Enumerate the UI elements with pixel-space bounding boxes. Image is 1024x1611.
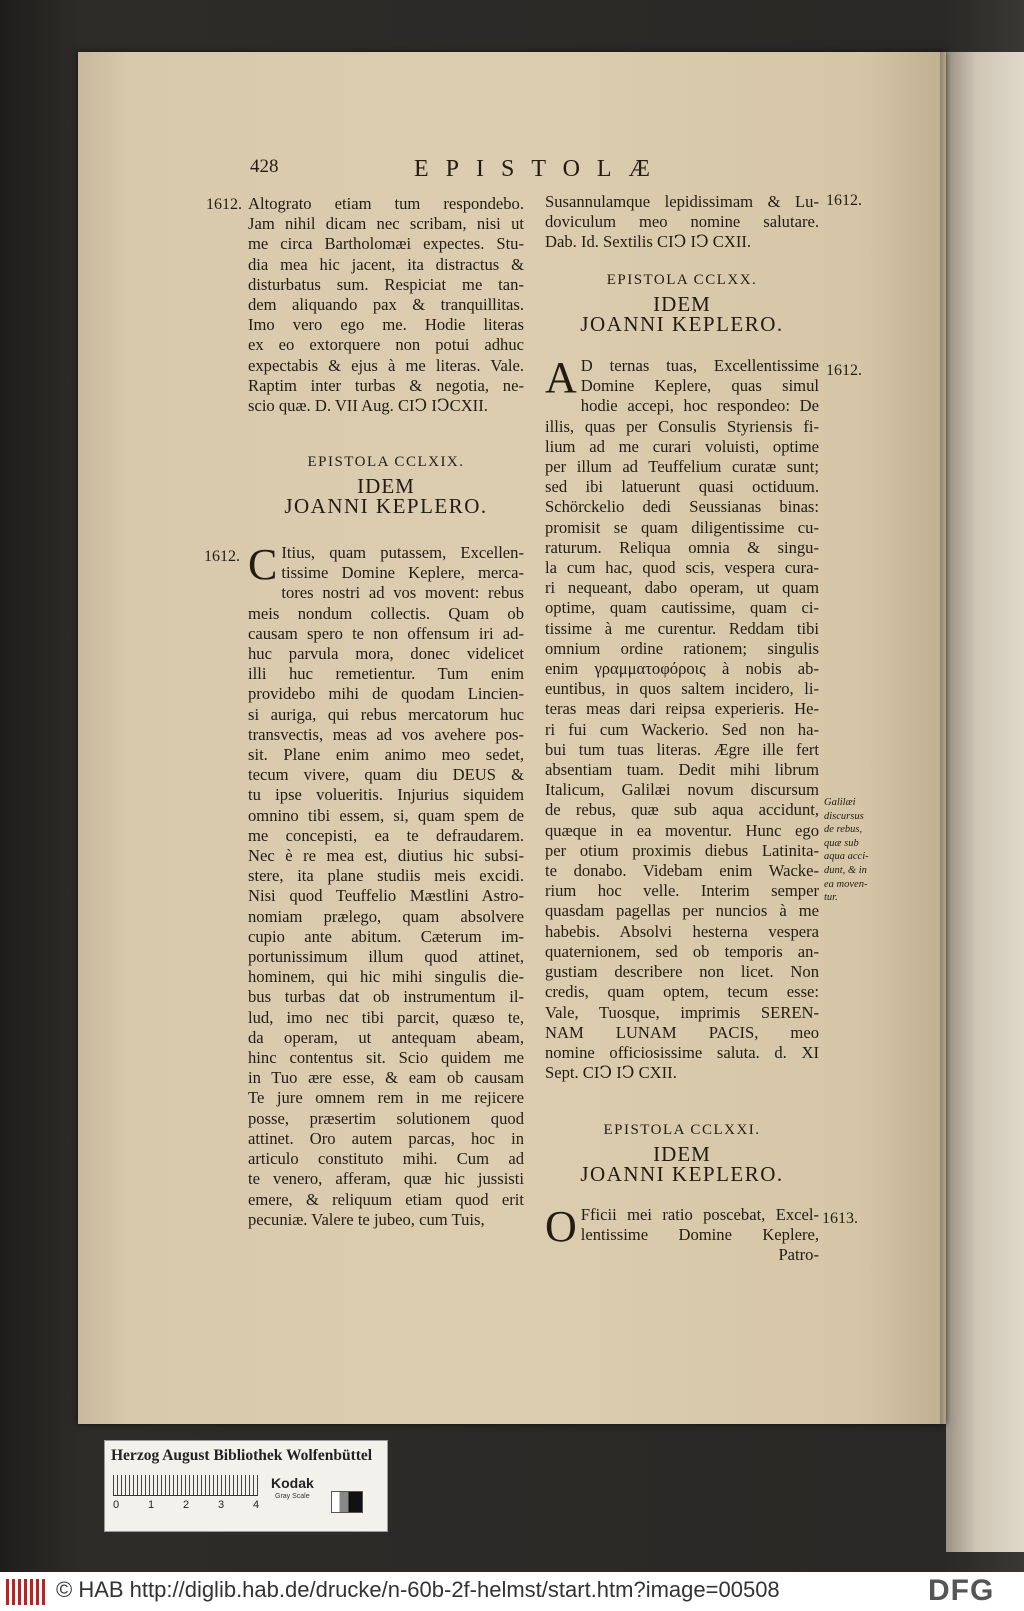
letter-270-heading-block	[545, 270, 819, 335]
left-column-top	[248, 194, 524, 416]
text-line: hinc contentus sit. Scio quidem me	[248, 1048, 524, 1068]
library-color-scale-card	[104, 1440, 388, 1532]
text-line: Imo vero ego me. Hodie literas	[248, 315, 524, 335]
running-head: EPISTOLÆ	[414, 156, 667, 182]
text-line: doviculum meo nomine salutare.	[545, 212, 819, 232]
scale-number: 2	[183, 1499, 190, 1511]
letter-269-addressee: JOANNI KEPLERO.	[284, 494, 488, 519]
text-line: te venero, afferam, quæ hic jussisti	[248, 1169, 524, 1189]
letter-271-addressee: JOANNI KEPLERO.	[580, 1162, 784, 1187]
text-line: euntibus, in quos saltem incidero, li-	[545, 679, 819, 699]
marginal-line: de rebus,	[824, 824, 863, 836]
dfg-logo: DFG	[928, 1574, 995, 1607]
text-line: absentiam tuam. Dedit mihi librum	[545, 760, 819, 780]
marginal-line: Galilæi	[824, 797, 856, 808]
year-marker-left-top: 1612.	[206, 196, 242, 213]
marginal-line: tur.	[824, 892, 838, 904]
text-line: gustiam describere non licet. Non	[545, 962, 819, 982]
text-line: per illum ad Teuffelium curatæ sunt;	[545, 457, 819, 477]
text-line: tecum vivere, quam diu DEUS &	[248, 765, 524, 785]
text-line: la cum hac, quod scis, vespera cura-	[545, 558, 819, 578]
text-line: Itius, quam putassem, Excellen-	[281, 543, 524, 562]
text-line: enim γραμματοφόροις à nobis ab-	[545, 659, 819, 679]
text-line: lentissime Domine Keplere,	[580, 1225, 819, 1245]
text-line: disturbatus sum. Respiciat me tan-	[248, 274, 524, 294]
text-line: si auriga, qui rebus mercatorum huc	[248, 704, 524, 724]
text-line: optime, quam cautissime, quam ci-	[545, 598, 819, 618]
letter-270-initial: A	[545, 353, 577, 402]
text-line: quasdam pagellas per nuncios à me	[545, 901, 819, 921]
text-line: pecuniæ. Valere te jubeo, cum Tuis,	[248, 1209, 485, 1229]
gray-scale-patch	[331, 1491, 363, 1513]
source-url[interactable]: © HAB http://diglib.hab.de/drucke/n-60b-2f-helmst/start.htm?image=00508	[56, 1577, 780, 1602]
text-line: Domine Keplere, quas simul	[580, 376, 819, 396]
text-line: promisit se quam diligentissime cu-	[545, 517, 819, 537]
text-line: Te jure omnem rem in me rejicere	[248, 1088, 524, 1108]
text-line: de rebus, quæ sub aqua accidunt,	[545, 800, 819, 820]
text-line: Altograto etiam tum respondebo.	[248, 194, 524, 213]
letter-269-idem: IDEM	[357, 474, 415, 499]
letter-269-initial: C	[248, 540, 278, 589]
text-line: Vale, Tuosque, imprimis SEREN-	[545, 1002, 819, 1022]
text-line: tu ipse volueritis. Injurius siquidem	[248, 785, 524, 805]
text-line: articulo constituto mihi. Cum ad	[248, 1149, 524, 1169]
letter-270-addressee: JOANNI KEPLERO.	[580, 312, 784, 337]
library-name: Herzog August Bibliothek Wolfenbüttel	[111, 1447, 373, 1464]
year-marker-letter-271: 1613.	[822, 1210, 858, 1227]
text-line: huc parvula mora, donec videlicet	[248, 644, 524, 664]
letter-271-initial: O	[545, 1202, 577, 1251]
letter-269-text	[248, 540, 524, 1230]
text-line: attinet. Oro autem parcas, hoc in	[248, 1128, 524, 1148]
text-line: tores nostri ad vos movent: rebus	[281, 583, 524, 603]
text-line: cupio ante abitum. Cæterum im-	[248, 926, 524, 946]
text-line: lud, imo nec tibi parcit, quæso te,	[248, 1007, 524, 1027]
text-line: lium ad me curari voluisti, optime	[545, 436, 819, 456]
text-line: habebis. Absolvi hesterna vespera	[545, 921, 819, 941]
text-line: providebo mihi de quodam Lincien-	[248, 684, 524, 704]
letter-269-body	[248, 540, 524, 1230]
text-line: credis, quam optem, tecum esse:	[545, 982, 819, 1002]
letter-269-heading: EPISTOLA CCLXIX.	[307, 454, 465, 470]
text-line: Italicum, Galilæi novum discursum	[545, 780, 819, 800]
text-line: NAM LUNAM PACIS, meo	[545, 1022, 819, 1042]
letter-271-heading-block	[545, 1120, 819, 1185]
page-gutter-shadow	[940, 52, 948, 1424]
text-line: quæque in ea moventur. Hunc ego	[545, 820, 819, 840]
text-line: nomine officiosissime saluta. d. XI	[545, 1042, 819, 1062]
text-line: dem aliquando pax & tranquillitas.	[248, 295, 524, 315]
letter-271-text	[545, 1202, 819, 1266]
scale-ruler	[113, 1475, 258, 1496]
text-line: raturum. Reliqua omnia & singu-	[545, 537, 819, 557]
marginal-note-text	[824, 796, 869, 905]
scale-number: 3	[218, 1499, 225, 1511]
text-line: Susannulamque lepidissimam & Lu-	[545, 192, 819, 211]
right-top-text	[545, 192, 819, 253]
text-line: quaternionem, sed ob temporis an-	[545, 941, 819, 961]
text-line: illis, quas per Consulis Styriensis fi-	[545, 416, 819, 436]
text-line: causam spero te non offensum iri ad-	[248, 623, 524, 643]
text-line: Fficii mei ratio poscebat, Excel-	[580, 1205, 819, 1224]
text-line: me circa Bartholomæi expectes. Stu-	[248, 234, 524, 254]
letter-271-heading: EPISTOLA CCLXXI.	[603, 1122, 761, 1138]
scale-number: 1	[148, 1499, 155, 1511]
text-line: D ternas tuas, Excellentissime	[580, 356, 819, 375]
text-line: hominem, qui hic mihi singulis die-	[248, 967, 524, 987]
marginal-line: dunt, & in	[824, 864, 867, 876]
right-column-top	[545, 192, 819, 253]
letter-270-idem: IDEM	[653, 292, 711, 317]
text-line: sed ibi latuerunt quasi octiduum.	[545, 477, 819, 497]
text-line: bui tum tuas literas. Ægre ille fert	[545, 739, 819, 759]
letter-270-text	[545, 353, 819, 1083]
text-line: Dab. Id. Sextilis CIↃ IↃ CXII.	[545, 232, 752, 252]
footer-bar	[0, 1572, 1024, 1611]
text-line: Schörckelio dedi Seussianas binas:	[545, 497, 819, 517]
marginal-line: quæ sub	[824, 837, 859, 849]
text-line: teras meas dari reipsa experieris. He-	[545, 699, 819, 719]
facing-page-edge	[946, 52, 1024, 1552]
letter-271-idem: IDEM	[653, 1142, 711, 1167]
text-line: stere, ita plane studiis meis excidi.	[248, 866, 524, 886]
text-line: dia mea hic jacent, ita distractus &	[248, 254, 524, 274]
letter-270-body	[545, 353, 819, 1083]
text-line: meis nondum collectis. Quam ob	[248, 603, 524, 623]
hab-barcode-logo-icon	[6, 1579, 46, 1605]
text-line: omnino tibi essem, si, quam spem de	[248, 805, 524, 825]
year-marker-letter-269: 1612.	[204, 548, 240, 565]
marginal-line: ea moven-	[824, 878, 868, 890]
text-line: ri fui cum Wackerio. Sed non ha-	[545, 719, 819, 739]
page-number: 428	[250, 156, 279, 177]
text-line: sit. Plane enim animo meo sedet,	[248, 745, 524, 765]
text-line: Nisi quod Teuffelio Mæstlini Astro-	[248, 886, 524, 906]
text-line: hodie accepi, hoc respondeo: De	[580, 396, 819, 416]
marginal-line: aqua acci-	[824, 851, 869, 863]
text-line: emere, & reliquum etiam quod erit	[248, 1189, 524, 1209]
text-line: Raptim inter turbas & negotia, ne-	[248, 375, 524, 395]
text-line: me concepisti, ea te defraudarem.	[248, 825, 524, 845]
letter-270-heading: EPISTOLA CCLXX.	[606, 272, 758, 288]
text-line: posse, præsertim solutionem quod	[248, 1108, 524, 1128]
scale-number: 0	[113, 1499, 120, 1511]
text-line: rium hoc velle. Interim semper	[545, 881, 819, 901]
text-line: ri nequeant, dabo operam, ut quam	[545, 578, 819, 598]
marginal-note-galilaei	[824, 796, 869, 905]
text-line: Sept. CIↃ IↃ CXII.	[545, 1063, 677, 1083]
kodak-gray-scale-label: Gray Scale	[275, 1493, 310, 1500]
text-line: illi huc remetientur. Tum enim	[248, 664, 524, 684]
scale-number: 4	[253, 1499, 260, 1511]
kodak-logo: Kodak	[271, 1475, 314, 1491]
letter-271-body	[545, 1202, 819, 1266]
text-line: nomiam prælego, quam absolvere	[248, 906, 524, 926]
year-marker-right-top: 1612.	[826, 192, 862, 209]
text-line: tissime Domine Keplere, merca-	[281, 563, 524, 583]
year-marker-letter-270: 1612.	[826, 362, 862, 379]
text-line: in Tuo ære esse, & eam ob causam	[248, 1068, 524, 1088]
text-line: transvectis, meas ad vos avehere pos-	[248, 724, 524, 744]
text-line: expectabis & ejus à me literas. Vale.	[248, 355, 524, 375]
text-line: Patro-	[778, 1245, 819, 1265]
text-line: te donabo. Videbam enim Wacke-	[545, 861, 819, 881]
text-line: portunissimum illum quod attinet,	[248, 947, 524, 967]
marginal-line: discursus	[824, 810, 864, 822]
text-line: ex eo extorquere non potui adhuc	[248, 335, 524, 355]
text-line: scio quæ. D. VII Aug. CIↃ IↃCXII.	[248, 396, 488, 416]
text-line: omnium ordine rationem; singulis	[545, 638, 819, 658]
text-line: da operam, ut antequam abeam,	[248, 1027, 524, 1047]
text-line: per otium proximis diebus Latinita-	[545, 840, 819, 860]
letter-269-heading-block	[248, 452, 524, 517]
text-line: bus turbas dat ob instrumentum il-	[248, 987, 524, 1007]
text-line: Nec è re mea est, diutius hic subsi-	[248, 846, 524, 866]
text-line: Jam nihil dicam nec scribam, nisi ut	[248, 214, 524, 234]
text-line: tissime à me curentur. Reddam tibi	[545, 618, 819, 638]
left-top-text	[248, 194, 524, 416]
